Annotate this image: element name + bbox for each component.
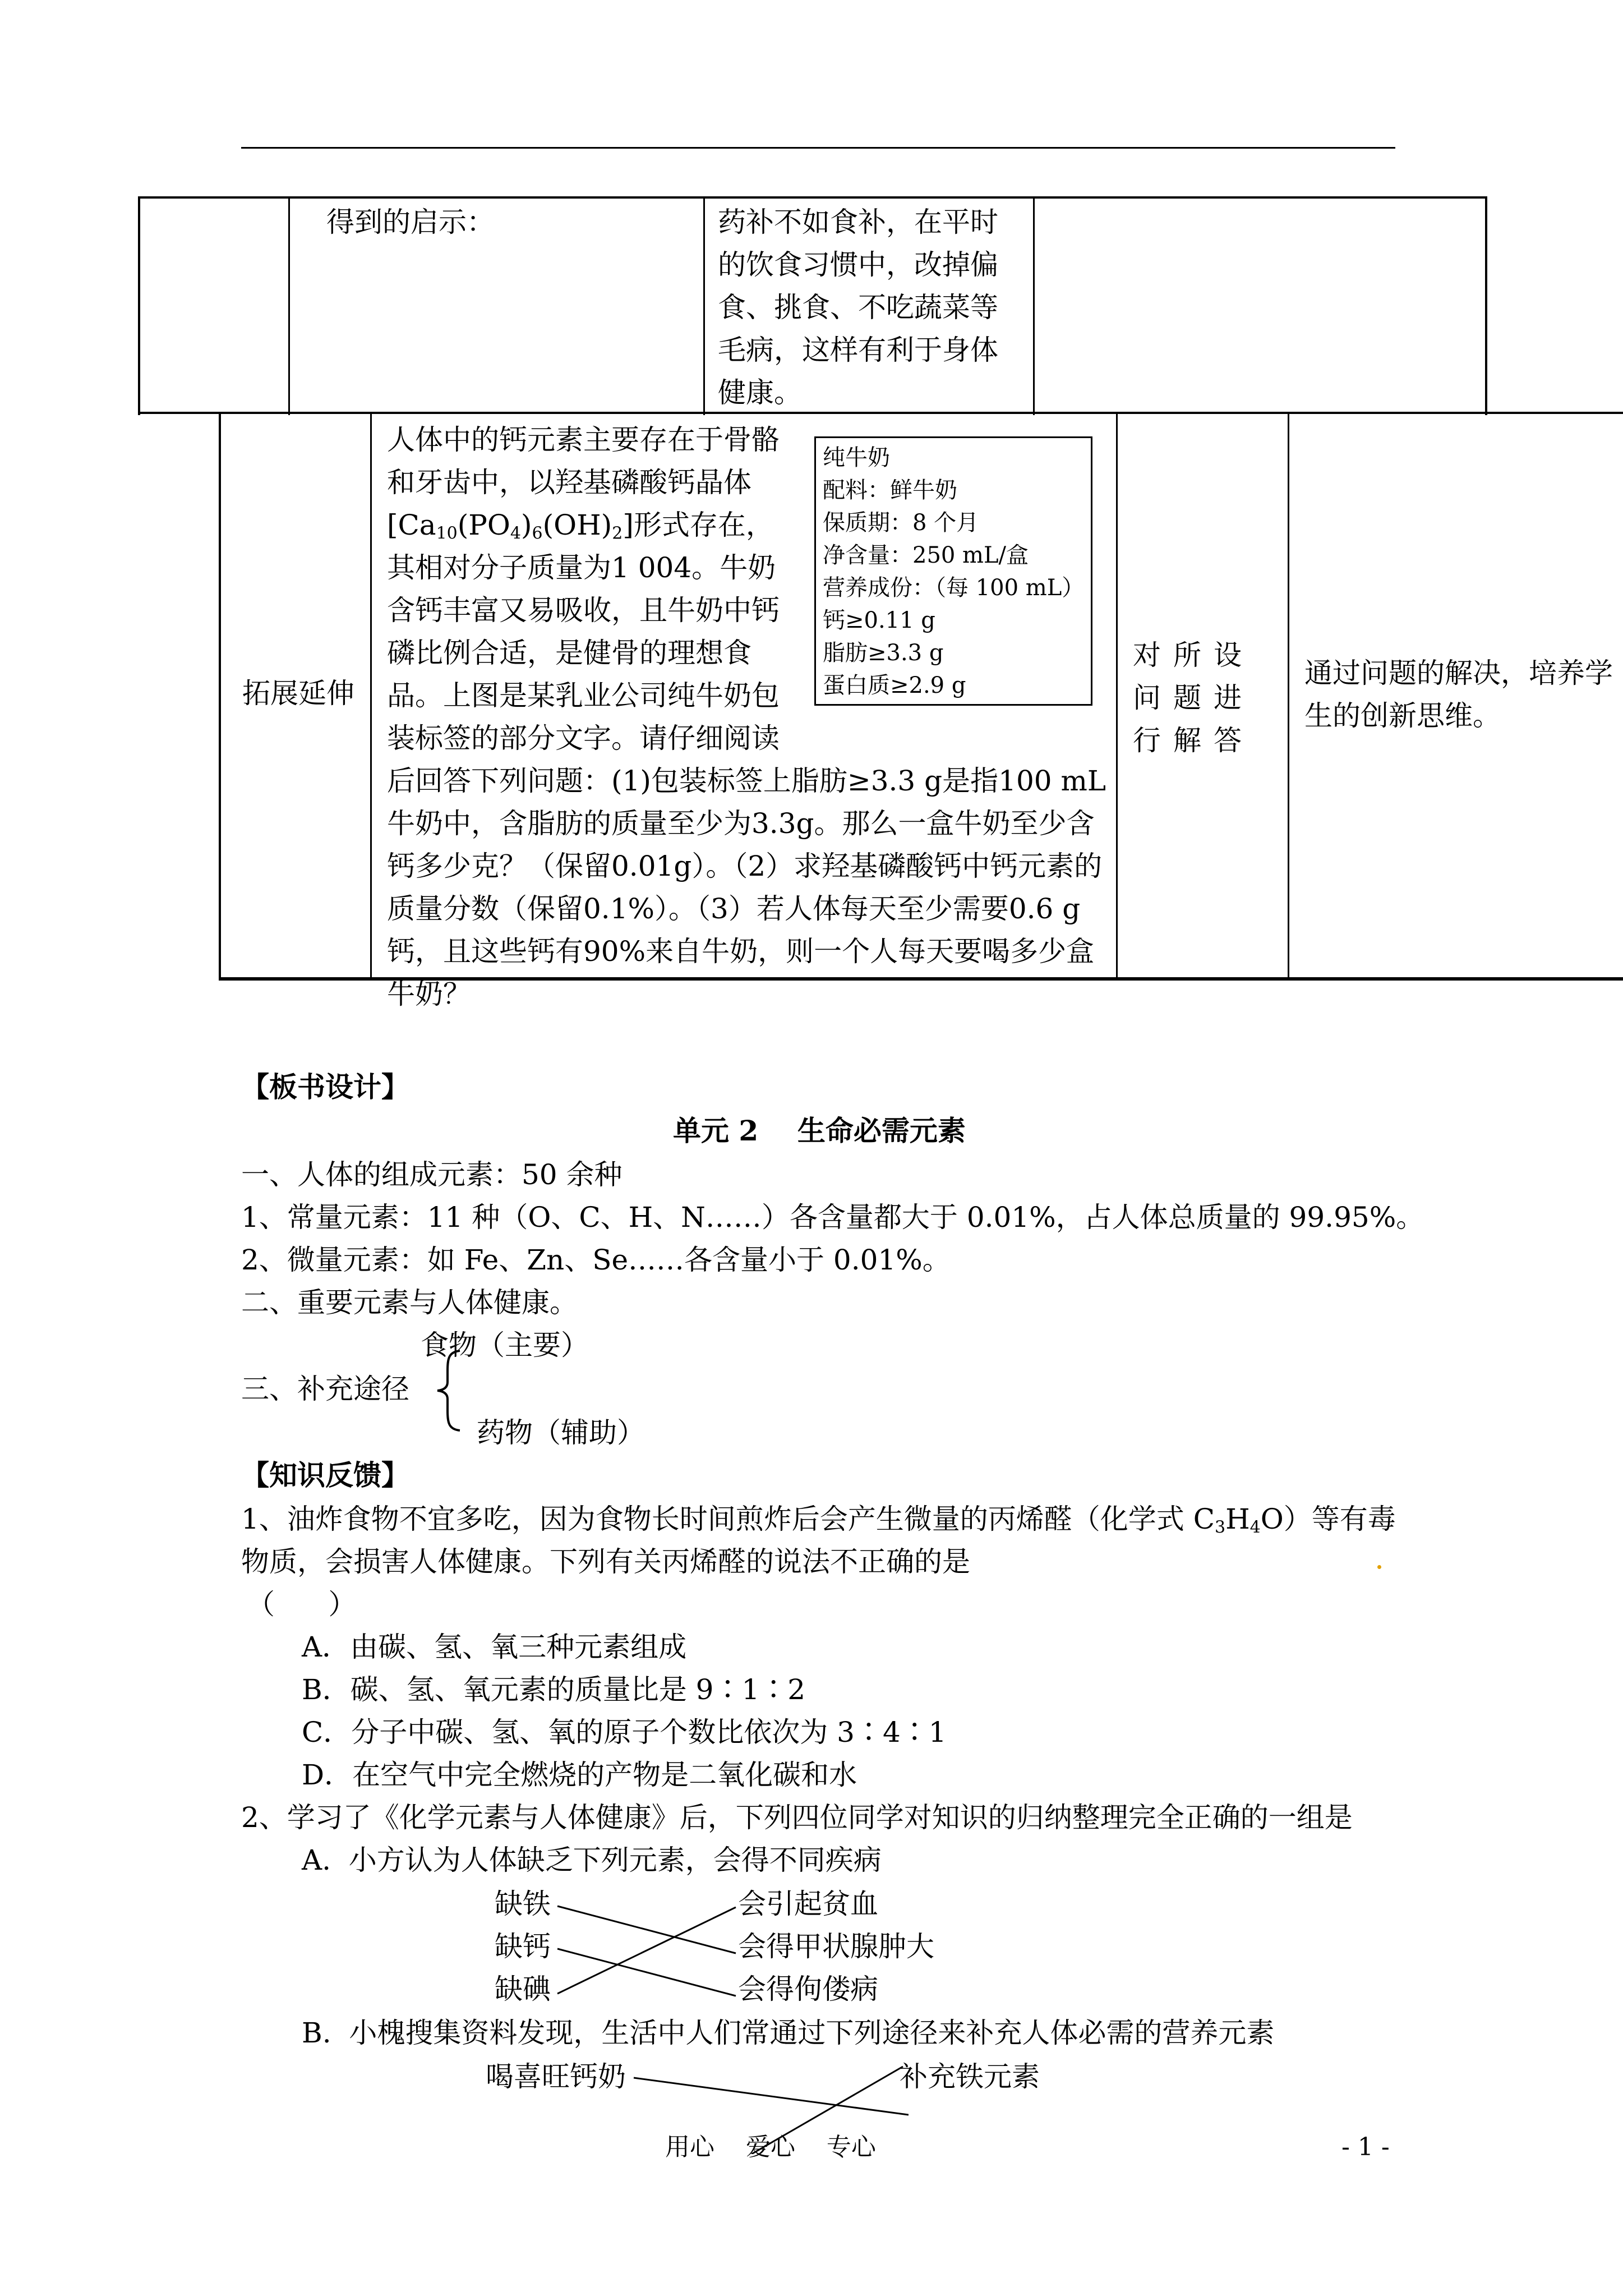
q2-a-left-3: 缺碘 xyxy=(495,1973,551,2005)
board-heading: 【板书设计】 xyxy=(241,1070,409,1103)
q1-line-2: 物质，会损害人体健康。下列有关丙烯醛的说法不正确的是 xyxy=(241,1545,970,1578)
milk-label-line: 蛋白质≥2.9 g xyxy=(823,673,966,698)
footer-motto: 用心 爱心 专心 xyxy=(665,2133,876,2161)
page-number: - 1 - xyxy=(1341,2133,1390,2161)
board-line-4: 二、重要元素与人体健康。 xyxy=(241,1286,578,1319)
milk-label-line: 配料：鲜牛奶 xyxy=(823,477,957,503)
board-line-3: 2、微量元素：如 Fe、Zn、Se……各含量小于 0.01%。 xyxy=(241,1244,951,1276)
q2-option-b: B. 小槐搜集资料发现，生活中人们常通过下列途径来补充人体必需的营养元素 xyxy=(302,2017,1275,2049)
board-title: 单元 2 生命必需元素 xyxy=(673,1114,966,1147)
insight-text: 药补不如食补，在平时的饮食习惯中，改掉偏食、挑食、不吃蔬菜等毛病，这样有利于身体健康。 xyxy=(718,206,998,409)
feedback-heading: 【知识反馈】 xyxy=(241,1458,409,1492)
matching-lines-a xyxy=(555,1890,740,2003)
q2-stem: 2、学习了《化学元素与人体健康》后，下列四位同学对知识的归纳整理完全正确的一组是 xyxy=(241,1801,1353,1834)
milk-label-line: 营养成份：（每 100 mL） xyxy=(823,575,1085,601)
q2-b-left: 喝喜旺钙奶 xyxy=(486,2060,626,2093)
insight-label: 得到的启示： xyxy=(326,206,495,238)
milk-label xyxy=(814,436,1092,706)
q2-a-left-2: 缺钙 xyxy=(495,1930,551,1963)
purpose-text: 通过问题的解决，培养学生的创新思维。 xyxy=(1304,657,1613,732)
q1-option-a: A．由碳、氢、氧三种元素组成 xyxy=(302,1631,687,1663)
q1-option-c: C．分子中碳、氢、氧的原子个数比依次为 3∶4∶1 xyxy=(302,1716,947,1749)
q1-option-d: D．在空气中完全燃烧的产物是二氧化碳和水 xyxy=(302,1759,857,1791)
extension-text-2: 形式存在，其相对分子质量为1 004。牛奶含钙丰富又易吸收，且牛奶中钙磷比例合适，是健骨的理想食品。上图是某乳业公司纯牛奶包装标签的部分文字。请仔细阅读后回答下列问题：(1)包装标签上脂肪≥3.3 g是指100 mL牛奶中，含脂肪的质量至少为3.3g。那么一盒牛奶至少含钙多少克？（保留0.01g）。（2）求羟基磷酸钙中钙元素的质量分数（保留0.1%）。（3）若人体每天至少需要0.6 g钙，且这些钙有90%来自牛奶，则一个人每天要喝多少盒牛奶？ xyxy=(387,509,1106,1010)
supply-b: 药物（辅助） xyxy=(477,1416,645,1449)
q2-a-right-2: 会得甲状腺肿大 xyxy=(738,1930,934,1963)
board-line-2: 1、常量元素：11 种（O、C、H、N……）各含量都大于 0.01%，占人体总质量的 99.95%。 xyxy=(241,1201,1424,1234)
milk-label-line: 钙≥0.11 g xyxy=(823,608,935,633)
activity-text: 对所设问题进行解答 xyxy=(1133,639,1254,757)
extension-label: 拓展延伸 xyxy=(242,677,354,710)
curly-brace-icon xyxy=(435,1349,463,1433)
supply-a: 食物（主要） xyxy=(421,1329,589,1361)
calcium-formula: $[Ca_{10}(PO_4)_6(OH)_2]$ xyxy=(387,509,634,544)
q2-a-right-3: 会得佝偻病 xyxy=(738,1973,878,2005)
milk-label-line: 净含量：250 mL/盒 xyxy=(823,542,1029,568)
board-line-1: 一、人体的组成元素：50 余种 xyxy=(241,1158,623,1191)
q1-line-1: 1、油炸食物不宜多吃，因为食物长时间煎炸后会产生微量的丙烯醛（化学式 $C_3H_4O$）等有毒 xyxy=(241,1503,1396,1538)
milk-label-line: 脂肪≥3.3 g xyxy=(823,640,944,666)
q2-a-right-1: 会引起贫血 xyxy=(738,1888,878,1920)
q1-option-b: B．碳、氢、氧元素的质量比是 9∶1∶2 xyxy=(302,1673,806,1706)
supply-label: 三、补充途径 xyxy=(241,1373,409,1405)
milk-label-line: 保质期：8 个月 xyxy=(823,510,979,536)
q2-b-right: 补充铁元素 xyxy=(900,2060,1040,2093)
milk-label-line: 纯牛奶 xyxy=(823,445,890,471)
stray-dot xyxy=(1377,1565,1381,1569)
q2-option-a: A. 小方认为人体缺乏下列元素，会得不同疾病 xyxy=(302,1844,882,1876)
header-rule xyxy=(241,147,1395,149)
extension-text-1: 人体中的钙元素主要存在于骨骼和牙齿中，以羟基磷酸钙晶体 xyxy=(387,424,780,499)
q2-a-left-1: 缺铁 xyxy=(495,1888,551,1920)
q1-paren: （ ） xyxy=(247,1588,357,1621)
